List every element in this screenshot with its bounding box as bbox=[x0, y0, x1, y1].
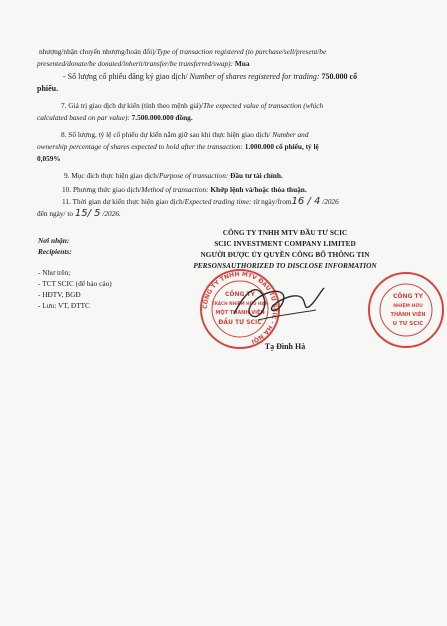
seal-line: CÔNG TY bbox=[225, 291, 255, 298]
signer-role-vi: NGƯỜI ĐƯỢC ỦY QUYỀN CÔNG BỐ THÔNG TIN bbox=[200, 250, 370, 259]
line-from: từ ngày/from bbox=[251, 197, 292, 206]
line-value: Khớp lệnh và/hoặc thỏa thuận. bbox=[208, 185, 307, 194]
line-vi: nhượng/nhận chuyển nhượng/hoán đổi)/ bbox=[39, 47, 157, 56]
line-value: Đầu tư tài chính. bbox=[228, 171, 283, 180]
line-year: /2026 bbox=[320, 197, 339, 206]
recipient-item: - Như trên; bbox=[38, 268, 71, 277]
line-value: Mua bbox=[233, 59, 250, 68]
text-line bbox=[62, 185, 447, 195]
line-vi: 8. Số lượng, tỷ lệ cổ phiếu dự kiến nắm giữ sau khi thực hiện giao dịch/ bbox=[61, 130, 271, 139]
side-seal-stamp bbox=[366, 268, 447, 352]
text-line bbox=[37, 59, 447, 69]
recipients-title: Nơi nhận: bbox=[38, 236, 70, 245]
text-line bbox=[37, 209, 447, 219]
company-name-vi: CÔNG TY TNHH MTV ĐẦU TƯ SCIC bbox=[222, 228, 348, 237]
signer-role-en: PERSONSAUTHORIZED TO DISCLOSE INFORMATION bbox=[193, 261, 377, 270]
side-seal-line: CÔNG TY bbox=[393, 293, 423, 300]
line-year: /2026. bbox=[100, 209, 121, 218]
text-line bbox=[62, 197, 447, 207]
line-en: Expected trading time: bbox=[184, 197, 252, 206]
line-value: 7.500.000.000 đồng. bbox=[129, 113, 193, 122]
line-en: ownership percentage of shares expected to hold after the transaction: bbox=[37, 142, 243, 151]
text-line bbox=[63, 72, 447, 82]
company-name-en: SCIC INVESTMENT COMPANY LIMITED bbox=[214, 239, 356, 248]
line-value: 1.000.000 cổ phiếu, tỷ lệ bbox=[242, 142, 319, 151]
text-line bbox=[61, 101, 447, 111]
line-en: presented/donate/be donated/inherit/transfer/be transferred/swap): bbox=[37, 59, 234, 68]
signer-name: Tạ Đình Hà bbox=[264, 342, 306, 351]
recipient-item: - TCT SCIC (để báo cáo) bbox=[38, 279, 112, 288]
text-line bbox=[64, 171, 447, 181]
recipient-item: - HĐTV, BGĐ bbox=[38, 290, 81, 299]
line-vi: 11. Thời gian dự kiến thực hiện giao dịch/ bbox=[62, 197, 185, 206]
handwritten-date: 16 / 4 bbox=[291, 196, 321, 207]
text-line bbox=[39, 47, 447, 57]
seal-line: MỘT THÀNH VIÊN bbox=[215, 310, 265, 316]
seal-line: ĐẦU TƯ SCIC bbox=[218, 319, 262, 326]
line-vi: 9. Mục đích thực hiện giao dịch/ bbox=[64, 171, 159, 180]
text-line bbox=[61, 130, 447, 140]
line-vi: đến ngày/ to bbox=[37, 209, 74, 218]
recipient-item: - Lưu: VT, ĐTTC bbox=[38, 301, 90, 310]
line-en: Purpose of transaction: bbox=[158, 171, 229, 180]
line-value: 750.000 cổ bbox=[319, 72, 358, 81]
text-line bbox=[37, 113, 447, 123]
seal-ring-text: CÔNG TY TNHH MTV ĐẦU TƯ SCIC · HÀ NỘI bbox=[201, 270, 279, 345]
side-seal-line: NHIỆM HỮU bbox=[393, 304, 423, 309]
text-line bbox=[37, 142, 447, 152]
recipients-title-en: Recipients: bbox=[38, 247, 72, 256]
line-vi: 10. Phương thức giao dịch/ bbox=[62, 185, 142, 194]
handwritten-signature bbox=[228, 270, 328, 332]
line-en: Type of transaction registered (to purchase/sell/present/be bbox=[156, 47, 327, 56]
side-seal-line: U TƯ SCIC bbox=[392, 321, 424, 327]
line-en: Number of shares registered for trading: bbox=[187, 72, 320, 81]
seal-line: TRÁCH NHIỆM HỮU HẠN bbox=[211, 301, 269, 306]
line-vi: 7. Giá trị giao dịch dự kiến (tính theo mệnh giá)/ bbox=[61, 101, 203, 110]
line-en: Method of transaction: bbox=[141, 185, 209, 194]
line-en: Number and bbox=[270, 130, 309, 139]
side-seal-line: THÀNH VIÊN bbox=[390, 312, 426, 318]
text-line: 0,059% bbox=[37, 154, 61, 163]
line-vi: - Số lượng cổ phiếu đăng ký giao dịch/ bbox=[63, 72, 188, 81]
text-line: phiếu. bbox=[37, 84, 59, 93]
handwritten-date: 15/ 5 bbox=[74, 208, 101, 219]
line-en: calculated based on par value): bbox=[37, 113, 130, 122]
line-en: The expected value of transaction (which bbox=[202, 101, 324, 110]
